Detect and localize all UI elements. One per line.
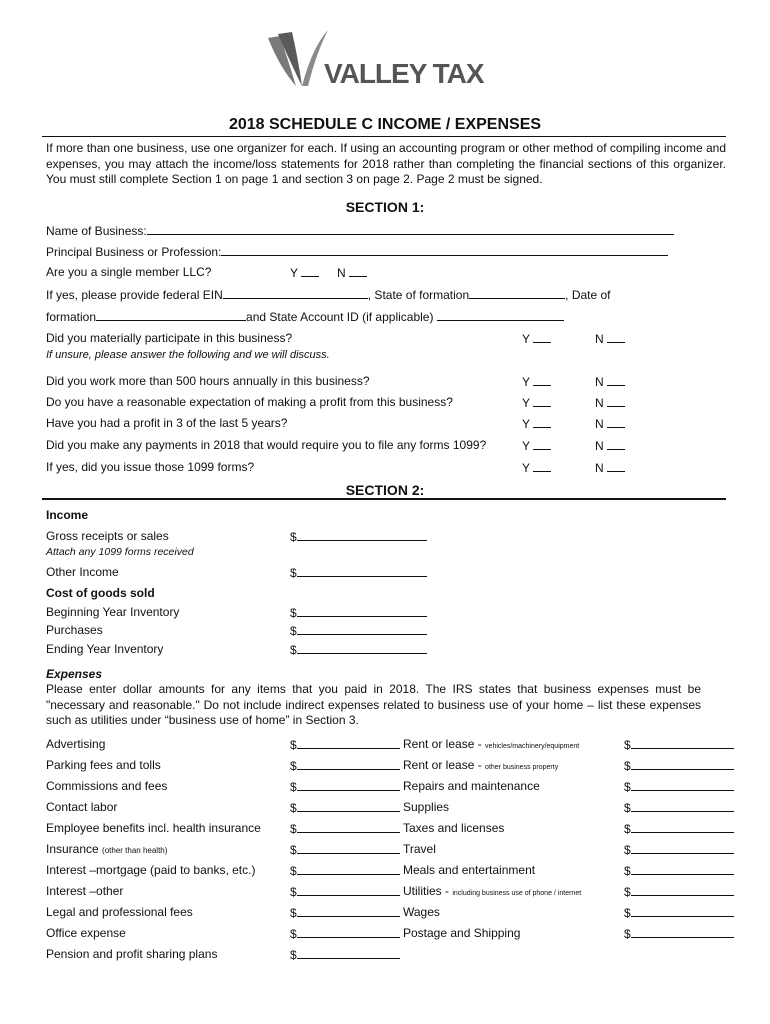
profit-question: Have you had a profit in 3 of the last 5 years? [46,416,288,430]
dollar-sign: $ [624,759,631,773]
section2-heading: SECTION 2: [345,482,425,498]
legal-amount [290,905,400,920]
expense-pension: Pension and profit sharing plans [46,947,218,961]
amount-field[interactable] [631,842,734,854]
repairs-amount [624,779,734,794]
intro-paragraph: If more than one business, use one organizer for each. If using an accounting program or other method of compiling income and expenses, you may attach the income/loss statements for 2018 rather than completing the financial sections of this organizer. You must still complete Section 1 on page 1 and section 3 on page 2. Page 2 must be signed. [46,141,726,186]
cogs-heading: Cost of goods sold [46,586,155,600]
amount-field[interactable] [631,758,734,770]
expense-commissions: Commissions and fees [46,779,168,793]
expense-insurance-row [46,842,167,856]
amount-field[interactable] [297,926,400,938]
hours-no [595,374,625,389]
forms1099-no [595,438,625,453]
section2-divider [42,498,726,500]
attach-note: Attach any 1099 forms received [46,546,194,558]
ending-inventory-field[interactable] [297,642,427,654]
n-field[interactable] [607,416,625,428]
expense-rent-property-row [403,758,558,772]
dollar-sign: $ [290,780,297,794]
expense-repairs: Repairs and maintenance [403,779,540,793]
unsure-note: If unsure, please answer the following and we will discuss. [46,349,330,361]
amount-field[interactable] [297,905,400,917]
expense-parking: Parking fees and tolls [46,758,161,772]
wages-amount [624,905,734,920]
taxes-licenses-amount [624,821,734,836]
expense-rent-property: Rent or lease - [403,758,486,772]
ein-label: If yes, please provide federal EIN [46,288,223,302]
expenses-paragraph: Please enter dollar amounts for any items that you paid in 2018. The IRS states that business expenses must be "necessary and reasonable." Do not include indirect expenses related to business use of your home – list these expenses such as utilities under “business use of home” in Section 3. [46,682,701,727]
y-label: Y [522,396,530,410]
state-formation-label: , State of formation [367,288,470,302]
postage-amount [624,926,734,941]
dollar-sign: $ [290,948,297,962]
amount-field[interactable] [631,779,734,791]
expense-taxes-licenses: Taxes and licenses [403,821,505,835]
ein-field[interactable] [223,287,368,299]
profit-yes [522,416,551,431]
other-income-label: Other Income [46,565,119,579]
amount-field[interactable] [631,863,734,875]
other-income-field[interactable] [297,565,427,577]
supplies-amount [624,800,734,815]
profit-no [595,416,625,431]
n-field[interactable] [607,374,625,386]
expense-utilities: Utilities - [403,884,453,898]
y-field[interactable] [533,374,551,386]
expense-postage: Postage and Shipping [403,926,521,940]
dollar-sign: $ [624,780,631,794]
state-account-label: and State Account ID (if applicable) [246,310,434,324]
dollar-sign: $ [290,885,297,899]
n-label: N [595,375,604,389]
interest-mortgage-amount [290,863,400,878]
llc-question: Are you a single member LLC? [46,265,212,279]
dollar-sign: $ [290,624,297,638]
dollar-sign: $ [290,822,297,836]
forms1099-question: Did you make any payments in 2018 that would require you to file any forms 1099? [46,438,487,452]
formation-row [46,309,564,324]
n-label: N [595,332,604,346]
purchases-amount [290,623,427,638]
expense-rent-vehicles-row [403,737,579,751]
participate-question: Did you materially participate in this business? [46,331,293,345]
purchases-field[interactable] [297,623,427,635]
forms1099-yes [522,438,551,453]
expense-insurance: Insurance [46,842,99,856]
expectation-yes [522,395,551,410]
expense-interest-mortgage: Interest –mortgage (paid to banks, etc.) [46,863,256,877]
y-field[interactable] [533,438,551,450]
dollar-sign: $ [290,738,297,752]
pension-amount [290,947,400,962]
state-account-field[interactable] [437,309,564,321]
participate-yes [522,331,551,346]
other-income-amount [290,565,427,580]
y-label: Y [522,332,530,346]
rent-vehicles-note: vehicles/machinery/equipment [485,743,580,750]
ending-inventory-amount [290,642,427,657]
llc-n-label: N [337,266,346,280]
y-field[interactable] [533,395,551,407]
llc-y-label: Y [290,266,298,280]
amount-field[interactable] [297,821,400,833]
amount-field[interactable] [631,884,734,896]
amount-field[interactable] [297,800,400,812]
parking-amount [290,758,400,773]
hours-question: Did you work more than 500 hours annually in this business? [46,374,370,388]
amount-field[interactable] [631,905,734,917]
insurance-note: (other than health) [102,846,168,855]
expense-interest-other: Interest –other [46,884,124,898]
beginning-inventory-amount [290,605,427,620]
expense-legal: Legal and professional fees [46,905,193,919]
expense-rent-vehicles: Rent or lease - [403,737,486,751]
n-field[interactable] [607,460,625,472]
state-formation-field[interactable] [469,287,565,299]
y-label: Y [522,461,530,475]
amount-field[interactable] [631,737,734,749]
page-title: 2018 SCHEDULE C INCOME / EXPENSES [228,116,542,133]
llc-y-field[interactable] [301,265,319,277]
meals-amount [624,863,734,878]
principal-business-field[interactable] [221,244,668,256]
dollar-sign: $ [624,738,631,752]
issue1099-no [595,460,625,475]
n-field[interactable] [607,395,625,407]
formation-date-field[interactable] [96,309,246,321]
expense-supplies: Supplies [403,800,450,814]
amount-field[interactable] [631,800,734,812]
name-of-business-field[interactable] [147,223,674,235]
dollar-sign: $ [290,927,297,941]
principal-business-label: Principal Business or Profession: [46,245,222,259]
dollar-sign: $ [290,906,297,920]
issue1099-question: If yes, did you issue those 1099 forms? [46,460,255,474]
income-heading: Income [46,508,89,522]
amount-field[interactable] [297,758,400,770]
n-label: N [595,396,604,410]
utilities-note: including business use of phone / internet [452,890,582,897]
contact-labor-amount [290,800,400,815]
principal-business-row [46,244,668,259]
n-field[interactable] [607,331,625,343]
y-label: Y [522,439,530,453]
n-field[interactable] [607,438,625,450]
amount-field[interactable] [297,947,400,959]
amount-field[interactable] [631,926,734,938]
ein-row [46,287,611,302]
amount-field[interactable] [297,779,400,791]
issue1099-yes [522,460,551,475]
dollar-sign: $ [624,864,631,878]
expense-utilities-row [403,884,581,898]
n-label: N [595,461,604,475]
dollar-sign: $ [290,801,297,815]
dollar-sign: $ [290,643,297,657]
n-label: N [595,417,604,431]
formation-label: formation [46,310,97,324]
dollar-sign: $ [624,906,631,920]
expense-employee-benefits: Employee benefits incl. health insurance [46,821,261,835]
travel-amount [624,842,734,857]
hours-yes [522,374,551,389]
dollar-sign: $ [290,566,297,580]
llc-yes [290,265,319,280]
rent-vehicles-amount [624,737,734,752]
y-label: Y [522,417,530,431]
expense-meals: Meals and entertainment [403,863,536,877]
llc-n-field[interactable] [349,265,367,277]
dollar-sign: $ [290,864,297,878]
amount-field[interactable] [297,737,400,749]
dollar-sign: $ [624,801,631,815]
y-label: Y [522,375,530,389]
valley-tax-logo [262,28,512,92]
expense-travel: Travel [403,842,436,856]
dollar-sign: $ [624,885,631,899]
date-of-label: , Date of [565,288,611,302]
beginning-inventory-field[interactable] [297,605,427,617]
purchases-label: Purchases [46,623,103,637]
gross-receipts-amount [290,529,427,544]
interest-other-amount [290,884,400,899]
amount-field[interactable] [297,842,400,854]
commissions-amount [290,779,400,794]
expectation-no [595,395,625,410]
expense-advertising: Advertising [46,737,106,751]
employee-benefits-amount [290,821,400,836]
dollar-sign: $ [290,530,297,544]
y-field[interactable] [533,460,551,472]
y-field[interactable] [533,416,551,428]
insurance-amount [290,842,400,857]
llc-no [337,265,367,280]
rent-property-amount [624,758,734,773]
beginning-inventory-label: Beginning Year Inventory [46,605,180,619]
ending-inventory-label: Ending Year Inventory [46,642,164,656]
rent-property-note: other business property [485,764,559,771]
expense-contact-labor: Contact labor [46,800,118,814]
dollar-sign: $ [290,606,297,620]
amount-field[interactable] [631,821,734,833]
amount-field[interactable] [297,863,400,875]
gross-receipts-field[interactable] [297,529,427,541]
name-of-business-label: Name of Business: [46,224,147,238]
dollar-sign: $ [624,822,631,836]
gross-receipts-label: Gross receipts or sales [46,529,169,543]
dollar-sign: $ [624,843,631,857]
advertising-amount [290,737,400,752]
expense-wages: Wages [403,905,440,919]
title-divider [42,136,726,137]
logo-text: VALLEY TAX [324,58,484,89]
expectation-question: Do you have a reasonable expectation of making a profit from this business? [46,395,453,409]
utilities-amount [624,884,734,899]
name-of-business-row [46,223,674,238]
section1-heading: SECTION 1: [345,199,425,215]
office-amount [290,926,400,941]
dollar-sign: $ [624,927,631,941]
n-label: N [595,439,604,453]
participate-no [595,331,625,346]
dollar-sign: $ [290,759,297,773]
amount-field[interactable] [297,884,400,896]
dollar-sign: $ [290,843,297,857]
y-field[interactable] [533,331,551,343]
expense-office: Office expense [46,926,126,940]
expenses-heading: Expenses [46,667,103,681]
